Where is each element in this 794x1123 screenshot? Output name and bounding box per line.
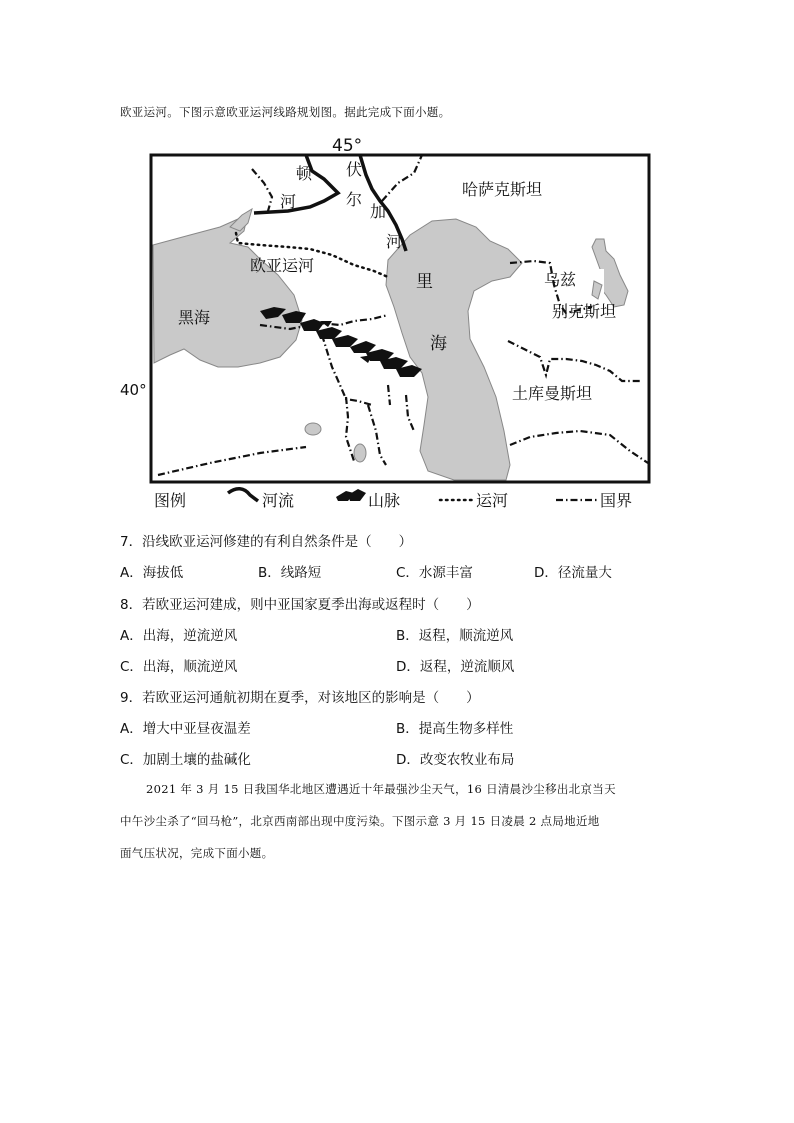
question-9-stem: 9．若欧亚运河通航初期在夏季，对该地区的影响是（ ） bbox=[120, 690, 480, 706]
question-7-option-a: A．海拔低 bbox=[120, 565, 184, 581]
uzbekistan-label-1: 乌兹 bbox=[544, 270, 577, 289]
canal-map bbox=[110, 135, 670, 515]
uzbekistan-label-2: 别克斯坦 bbox=[552, 302, 617, 321]
volga-river-label-4: 河 bbox=[386, 232, 403, 251]
question-9-option-d: D．改变农牧业布局 bbox=[396, 752, 515, 768]
don-river-label-2: 河 bbox=[280, 192, 297, 211]
question-7-option-d: D．径流量大 bbox=[534, 565, 612, 581]
volga-river-label-1: 伏 bbox=[346, 160, 363, 179]
legend-mountain-label: 山脉 bbox=[368, 491, 401, 510]
passage-line-3: 面气压状况，完成下面小题。 bbox=[120, 846, 274, 860]
passage-line-1: 2021 年 3 月 15 日我国华北地区遭遇近十年最强沙尘天气，16 日清晨沙尘移出北京当天 bbox=[146, 782, 616, 796]
question-8-option-b: B．返程，顺流逆风 bbox=[396, 628, 514, 644]
canal-label: 欧亚运河 bbox=[250, 256, 315, 275]
question-9-option-c: C．加剧土壤的盐碱化 bbox=[120, 752, 251, 768]
question-9-option-a: A．增大中亚昼夜温差 bbox=[120, 721, 251, 737]
map-legend bbox=[154, 489, 632, 510]
legend-border-label: 国界 bbox=[600, 491, 633, 510]
question-8-option-c: C．出海，顺流逆风 bbox=[120, 659, 238, 675]
legend-river-label: 河流 bbox=[262, 491, 295, 510]
don-river-label-1: 顿 bbox=[296, 164, 313, 183]
legend-river-icon bbox=[228, 489, 258, 501]
question-8-stem: 8．若欧亚运河建成，则中亚国家夏季出海或返程时（ ） bbox=[120, 597, 480, 613]
legend-canal-label: 运河 bbox=[476, 491, 509, 510]
legend-title: 图例 bbox=[154, 491, 187, 510]
question-8-option-d: D．返程，逆流顺风 bbox=[396, 659, 515, 675]
legend-mountain-icon bbox=[336, 489, 366, 501]
question-7-option-c: C．水源丰富 bbox=[396, 565, 473, 581]
passage-line-2: 中午沙尘杀了“回马枪”，北京西南部出现中度污染。下图示意 3 月 15 日凌晨 2 点局地近地 bbox=[120, 814, 600, 828]
turkmenistan-label: 土库曼斯坦 bbox=[512, 384, 593, 403]
question-9-option-b: B．提高生物多样性 bbox=[396, 721, 514, 737]
intro-text: 欧亚运河。下图示意欧亚运河线路规划图。据此完成下面小题。 bbox=[120, 105, 451, 119]
volga-river-label-3: 加 bbox=[370, 202, 387, 221]
question-7-option-b: B．线路短 bbox=[258, 565, 322, 581]
lat-40-label: 40° bbox=[120, 381, 147, 399]
lat-45-label: 45° bbox=[332, 136, 363, 156]
caspian-label-1: 里 bbox=[416, 272, 433, 292]
volga-river-label-2: 尔 bbox=[346, 190, 363, 209]
kazakhstan-label: 哈萨克斯坦 bbox=[462, 180, 543, 199]
question-7-stem: 7．沿线欧亚运河修建的有利自然条件是（ ） bbox=[120, 534, 413, 550]
black-sea-label: 黑海 bbox=[178, 308, 211, 327]
caspian-label-2: 海 bbox=[430, 334, 447, 354]
question-8-option-a: A．出海，逆流逆风 bbox=[120, 628, 238, 644]
